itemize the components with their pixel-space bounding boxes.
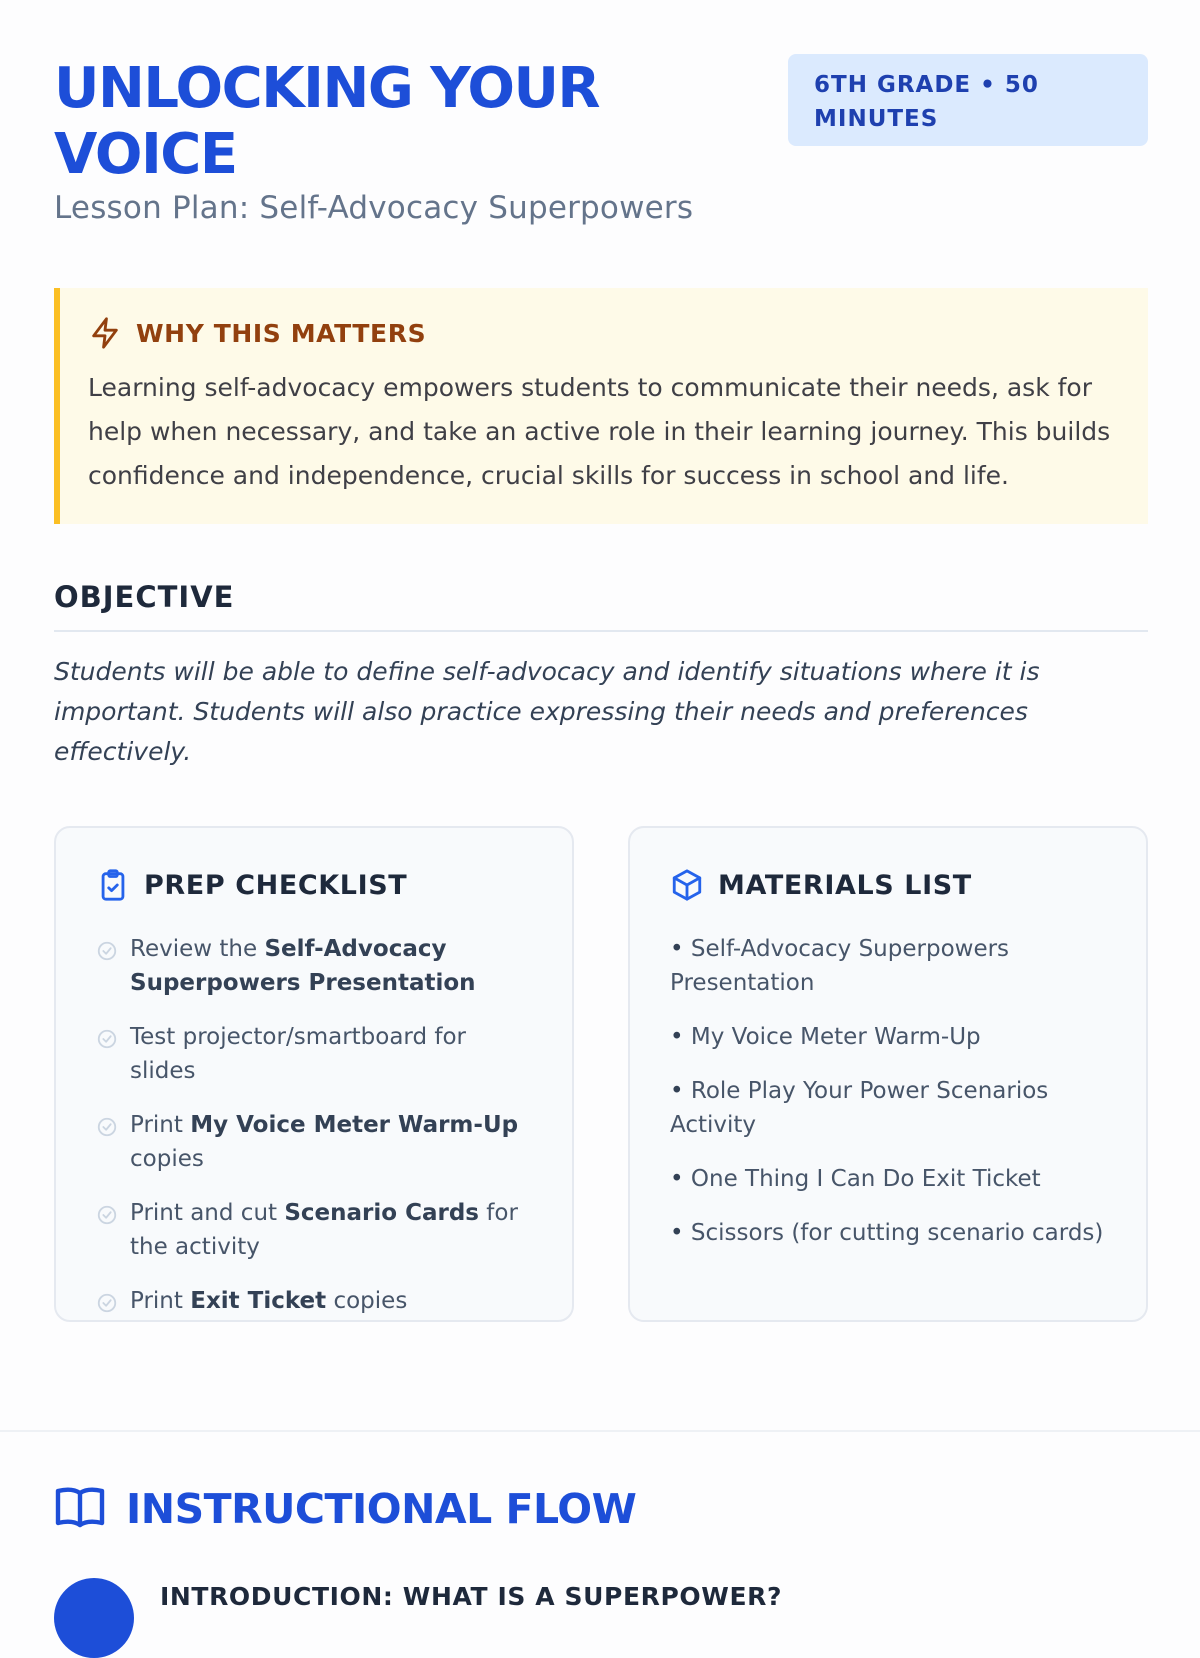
list-item: • My Voice Meter Warm-Up — [670, 1024, 981, 1050]
callout-header — [88, 316, 1112, 350]
checklist-item-text: Test projector/smartboard for slides — [130, 1024, 467, 1084]
list-item: • Scissors (for cutting scenario cards) — [670, 1220, 1104, 1246]
check-circle-icon — [96, 938, 118, 972]
why-this-matters-callout — [54, 288, 1148, 524]
list-item: • Role Play Your Power Scenarios Activity — [670, 1078, 1049, 1138]
grade-duration-badge: 6TH GRADE • 50 MINUTES — [788, 54, 1148, 146]
step-title: INTRODUCTION: WHAT IS A SUPERPOWER? — [160, 1582, 783, 1611]
callout-title: WHY THIS MATTERS — [136, 318, 427, 348]
checklist-item[interactable] — [96, 1284, 532, 1324]
open-book-icon — [54, 1484, 106, 1534]
instructional-flow-header — [54, 1484, 636, 1534]
package-cube-icon — [670, 868, 704, 902]
objective-divider — [54, 630, 1148, 632]
materials-list-header — [670, 868, 1106, 902]
prep-checklist — [96, 932, 532, 1324]
prep-checklist-title: PREP CHECKLIST — [144, 869, 408, 901]
clipboard-check-icon — [96, 868, 130, 902]
lightning-bolt-icon — [88, 316, 122, 350]
check-circle-icon — [96, 1202, 118, 1236]
page-subtitle: Lesson Plan: Self-Advocacy Superpowers — [54, 190, 694, 226]
checklist-item[interactable] — [96, 932, 532, 1000]
instructional-flow-title: INSTRUCTIONAL FLOW — [126, 1485, 637, 1533]
checklist-item[interactable] — [96, 1020, 532, 1088]
callout-body: Learning self-advocacy empowers students to communicate their needs, ask for help when necessary, and take an active role in their learning journey. This builds confidence and independence, crucial skills for success in school and life. — [88, 373, 1111, 490]
objective-heading: OBJECTIVE — [54, 580, 235, 614]
step-number-circle — [54, 1578, 134, 1658]
materials-list — [670, 932, 1106, 1250]
checklist-item[interactable] — [96, 1108, 532, 1176]
list-item: • One Thing I Can Do Exit Ticket — [670, 1166, 1041, 1192]
checklist-item[interactable] — [96, 1196, 532, 1264]
prep-checklist-header — [96, 868, 532, 902]
check-circle-icon — [96, 1026, 118, 1060]
checklist-item-text: Print Exit Ticket copies — [130, 1288, 408, 1314]
materials-list-card — [628, 826, 1148, 1322]
checklist-item-text: Review the Self-Advocacy Superpowers Presentation — [130, 936, 476, 996]
checklist-item-text: Print and cut Scenario Cards for the activity — [130, 1200, 518, 1260]
materials-list-title: MATERIALS LIST — [718, 869, 972, 901]
objective-text: Students will be able to define self-advocacy and identify situations where it is important. Students will also practice expressing their needs and preferences effectively. — [54, 657, 1040, 766]
check-circle-icon — [96, 1290, 118, 1324]
checklist-item-text: Print My Voice Meter Warm-Up copies — [130, 1112, 519, 1172]
page-title: UNLOCKING YOUR VOICE — [54, 56, 600, 187]
prep-checklist-card — [54, 826, 574, 1322]
section-divider — [0, 1430, 1200, 1432]
check-circle-icon — [96, 1114, 118, 1148]
list-item: • Self-Advocacy Superpowers Presentation — [670, 936, 1010, 996]
